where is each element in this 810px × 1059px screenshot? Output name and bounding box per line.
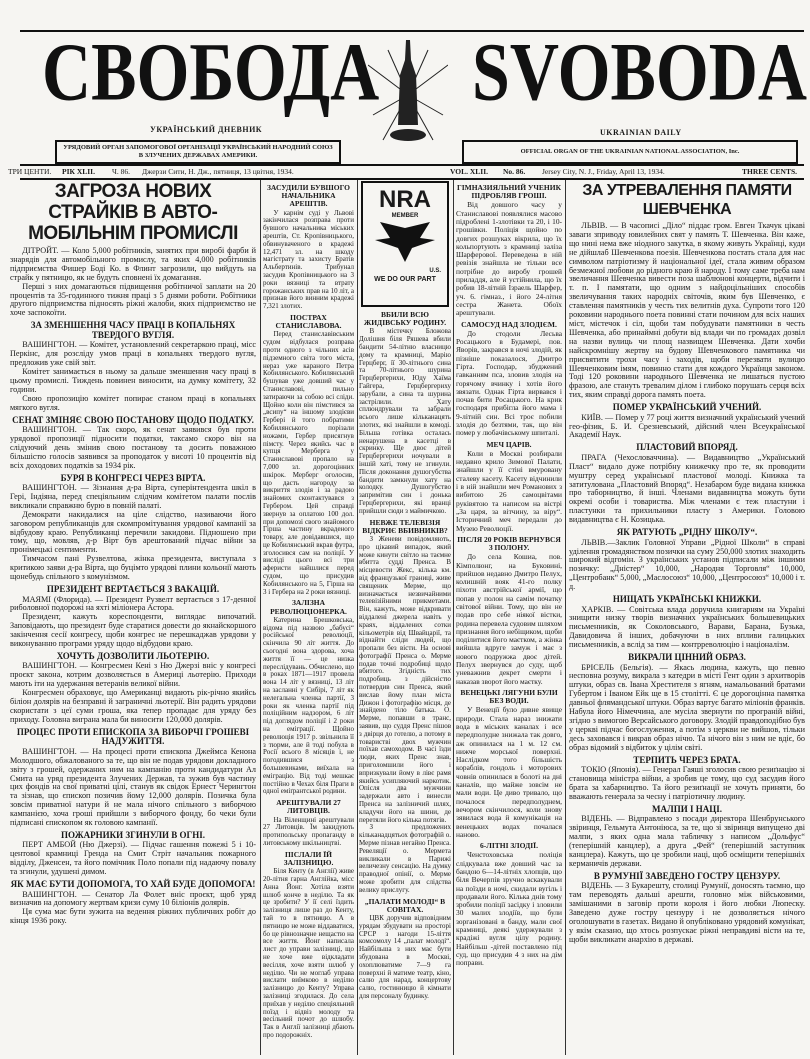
column-divider (565, 180, 566, 1055)
headline: В РУМУНІЇ ЗАВЕДЕНО ГОСТРУ ЦЕНЗУРУ. (593, 870, 781, 881)
article-text: До стодоли Лесьва Росацького в Будамері, пов. Яворів, закрався в ночі злодій, як пізніше показалося, Дмитро Гірта. Господар, збуджений гавканням пса, зловив злодія на горячому вчинку і хотів його звязати. Однак Гірта вирвався і почав бити Росацького. На крик господаря прибігла його мама і 9-літній син. Всі троє побили злодія до безтями, так, що він помер у любачівському шпиталі. (456, 328, 562, 438)
headline: САМОСУД НАД ЗЛОДІЄМ. (461, 319, 557, 329)
article-text: У карнім суді у Львові закінчилася розправа проти бувшого начальника міських арештів, Ст. Кропівницького, обвинуваченого в крадежі 12,471 зл. на шкоду магістрату та захисту Братів Альбертинів. Трибунал засудив Кропівницького на 3 роки вязниці та втрату горожанських прав на 10 літ, а признав його винним крадежі 7,321 злотих. (263, 208, 354, 311)
column-5 (569, 181, 805, 945)
column-divider (357, 180, 358, 1055)
article-text: Біля Кенту (в Англії) живе 20-літня гарна Англійка, місс Анна Йонг. Хотіла взяти шлюб конче в неділю. Та як це зробити? У її селі їздить залізниця лише раз до Кенту, тай то в пятницю. А в пятницю не може віддаватися, бо це рівнозначне нещастю на все життя. Йонг написала лист до управи залізниці, що не хоче вже відкладати весілля, хоче взяти шлюб у неділю. Чи не моглаб управа вислати виїмково в неділю залізницю до Кенту? Управа залізниці згодилася. До села приїхав у неділю спеціяльний поїзд і відвіз молоду та весільний почот до шлюбу. Так в Англії залізниці дбають про подорожніх. (263, 867, 354, 1039)
headline: ЗАЛІЗНА РЕВОЛЮЦІОНЕРКА. (270, 598, 347, 616)
headline: СЕНАТ ЗМІНЯЄ СВОЮ ПОСТАНОВУ ЩОДО ПОДАТКУ. (12, 414, 254, 425)
price-en: THREE CENTS. (742, 167, 798, 176)
article-text: ВАШИНГТОН. — Конгресмен Кені з Ню Джерзі вніс у конгресі проєкт закона, котрим дозволяється в Америці льотерію. Приходи мають іти на удержання ветеранів великої війни. (10, 661, 256, 689)
year-uk: РІК XLII. (62, 167, 95, 176)
article-text: ХАРКІВ. — Совітська влада доручила книгарням на Україні знищити низку творів визначних українських большевицьких письменників, як Соколовського, Варави, Барана, Бузька, Давидовича й інших, добачуючи в них впливи галицьких письменників, а вслід за тим — контрреволюцію і націоналізм. (569, 604, 805, 650)
article-text: На Віленщині арештували 27 Литовців. Їм закидують протипольську пропаганду в литовському шкільництві. (263, 815, 354, 847)
article-text: КИЇВ. — Помер у 77 році життя визначний український учений гео-фізик, Б. И. Срезневський, дійсний член Всеукраїнської Академії Наук. (569, 412, 805, 440)
price-uk: ТРИ ЦЕНТИ. (8, 167, 52, 176)
article-text: Коли в Москві розбирали недавно крило Зимової Палати, знайшли у її стіні вмуровану сталеву касету. Касету відчинили і в ній знайшли меч Романових з вибитою 26 самоцвітами руківятою та написом на вістрі „За царя, за вітчину, за віру“. Історичний меч передали до Музею Революції. (456, 448, 562, 533)
article-text: Перші з них домагаються підвищення робітничої заплати на 20 процентів та 35-годинного тижня праці з 5 днями роботи. Робітники другого підприємства підносять ріжні жалоби, яких підприємство не хоче заспокоїти. (10, 281, 256, 318)
article-text: ПРАГА (Чехословаччина). — Видавництво „Український Пласт“ видало дуже потрібну книжечку про те, як проводити муштру серед української пластової молоді. Книжка та затитулована „Пластовий Впоряд“. Незабаром буде видана книжка про таборництво, й інші. Членами видавництва можуть бути окремі особи і товариства. Між членами є теж пластуни і пластунки та прихильники пласту з Америки. Головою видавництва є Н. Козицька. (569, 452, 805, 525)
headline: ВЕНЕЦЬКІ ЛЯГУНИ БУЛИ БЕЗ ВОДИ. (460, 687, 558, 706)
article-text: МАЯМІ (Флорида). — Президент Рузвелт вертається з 17-денної риболовної подорожі на яхті міліонера Астора. (10, 594, 256, 613)
headline: НЕВЖЕ ТЕЛЕВІЗІЯ ВІДКРИЄ ВБИВНИКІВ? (362, 517, 448, 535)
article-text: ВАШИНГТОН. — Так скоро, як сенат заявився був проти урядової пропозиції підносити податки, таксамо скоро він на слідуючий день змінив свою постанову та досить поважною більшістю голосів заявився за проподаток у висоті 10 процентів від всіх доходових податків за 1934 рік. (10, 425, 256, 470)
number-en: No. 86. (503, 167, 526, 176)
article-text: ВІДЕНЬ. — З Букарешту, столиці Румунії, доносять таємно, що там переводять дальші арешти, головно між військовими, замішаними в заговір проти короля і його любки Люпеску. Заведено дуже гостру цензуру і не дозволяється нічого оголошувати в газетах. Видано й опубліковано урядовий комунікат, у якім сказано, що хтось розпускає ріжні неправдиві вісти на те, щоби викликати анархію в державі. (569, 881, 805, 944)
headline: ТЕРПИТЬ ЧЕРЕЗ БРАТА. (633, 754, 741, 765)
headline: ПІСЛЯ 20 РОКІВ ВЕРНУВСЯ З ПОЛОНУ. (457, 534, 561, 552)
headline: ПЛАСТОВИЙ ВПОРЯД. (636, 442, 738, 453)
article-text: ПЕРТ АМБОЙ (Ню Джерзі). — Підчас гашення пожежі 5 і 10-центової крамниці Гренда на Смит Стріт начальник пожарного відділу, Дженсен, та його помічник Поло попали під надаючу повалу та згинули, удушені димом. (10, 840, 256, 877)
headline: ПРЕЗИДЕНТ ВЕРТАЄТЬСЯ З ВАКАЦІЙ. (46, 584, 220, 594)
masthead-subtitle-uk: УКРАЇНСЬКИЙ ДНЕВНИК (150, 125, 263, 134)
article-text: Від довшого часу у Станиславові появлялися масово підроблені 1-злотівки та 20, і 10-грошівки. Поліція щойно по довгих розшуках вікрила, що їх кольпортують з крамниці заліза Шарферової. Переведена в ній ревізія знайшла не тільки все потрібне до виробу грошей приладдя, але й устійнила, що їх робив 18-літній Ізраель Шарфер, уч. 6. гімназ., і його 24-літня сестра Жанета. Обоїх арештували. (456, 200, 562, 318)
nra-us-text: U.S. (429, 267, 441, 274)
headline: „ПАЛАТИ МОЛОДІ“ В СОВІТАХ. (364, 896, 446, 914)
article-text: ЦВК доручив відповідним урядам збудувати на просторі СРСР з нагоди 15-ліття комсомолу 14 „палат молоді“. Найбільша з них має бути збудована в Москві, охоплюватиме 7—9 га поверхні й матиме театр, кіно, салю для нарад, концертову салю, гостинницю й кімнати для персоналу будинку. (359, 914, 451, 1000)
article-text: ВАШИНГТОН. — Зізнання д-ра Вірта, суперінтендента шкіл в Гері, Індіяна, перед спеціяльним слідчим комітетом палати послів викликали справжню бурю в повній палаті. (10, 483, 256, 510)
column-1 (10, 181, 256, 926)
headline: ПОЖАРНИКИ ЗГИНУЛИ В ОГНІ. (60, 829, 206, 840)
date-en: Jersey City, N. J., Friday, April 13, 1934. (542, 167, 665, 176)
article-text: Демократи накидалися на ціле слідство, називаючи його заговором републиканців для скомпромітування урядової кампанії за відбудову краю. Републиканці перечили закидови. Підношено при тому, що, мовляв, д-р Вірт був арештований підчас війни за пронімецькі сентименти. (10, 509, 256, 555)
article-text: З Женеви повідомляють, про цікавий випадок, який може кинути світло на таємне вбитта судді Пренса. В місцевости Жекс, кілька км. від французької границі, живе священик Мерме, що визначається незвичайними телевізійними прикметами. Він, кажуть, може відкривати віддалені джерела навіть у краях, віддалених сотки кільометрів від Швайцарії, та віднайти сліди людей, що пропали без вісти. На основі фотографії Пренса о. Мерме подав точні подробиці щодо вбитого. Згідність тих подробиць з дійсністю потвердив син Пренса, який вислав йому план міста Дижон і фотографію місця, де знайдено тіло батька. О. Мерме, попавши в транс, заявив, що суддя Пренс пішов з двірця до готелю, а потому в товаристві двох мужчин поїхав самоходом. В часі їзди люди, яких Пренс знав, приголомшили його і впризкували йому в лівє рамя якийсь усипляючий наркотик. Опісля два мужчини задержали авто і винесли Пренса на залізничий шлях, кладучи його на шини, де перетяли його кілька потягів. (359, 534, 451, 824)
headline: МАЛПИ І НАЦІ. (652, 803, 722, 814)
article-text: ЛЬВІВ. — В часописі „Діло“ піддає гром. Евген Ткачук цікаві заваги зприводу ювилейних свят у память Т. Шевченка. Він каже, що нині нема вже ніодного закутка, в якому живуть Українці, куди не дійшлаб Шевченкова поезія. Шевченкова постать стала для нас символом патріотизму й національної ідеї, стала живим образом безмежної любови до рідного краю й народу. І тому саме треба нам звеличання Шевченка вивести поза шаблюнові концерти, відчити і т. п. І памятати, що одним з найдоцільніших способів звеличування таких народніх світочів, яким був Шевченко, є ставлення памятників у честь тих велитнів духа. Супроти того 120 роковини народнього поета повинні стати почином для всіх наших міст, містечок і сіл, щоби там побудувати памятники в честь Шевченка, або принаймні добути від влади чи по громадах дозвіл на назви вулиць чи площ назвищем Шевченка. Дати хочби найскромнішу жертву на будову Шевченкового памятника чи присвятити трохи часу і заходів, щоби перезвати вулицю Шевченковим імям, повинно стати для кождого Українця законом. Тоді 120 роковини народнього Шевченка не лишаться пустою фразою, але стануть тревалим ділом і глибоко порушать серця всіх тих, яким справді дорога память поета. (569, 221, 805, 400)
headline: АРЕШТУВАЛИ 27 ЛИТОВЦІВ. (276, 798, 341, 816)
article-text: Тимчасом пані Рузвелтова, жінка президента, виступала з критикою заяви д-ра Вірта, що буцімто урядові плини кольонії мають щонебудь спільного з комунізмом. (10, 554, 256, 582)
article-text: ВІДЕНЬ. — Відправлено з посади директора Шенбрунського звіринця, Гельмута Антоніюса, за те, що зі звіринця випущено дві малпи, з яких одна мала табличку з написом „Дольфус“ (теперішній канцлер), а друга „Фей“ (теперішній заступник канцлера). Кажуть, що це зробили наці, щоб осміщити теперішніх керманичів держави. (569, 814, 805, 868)
headline: НИЩАТЬ УКРАЇНСЬКІ КНИЖКИ. (612, 594, 762, 605)
headline: ГІМНАЗИЯЛЬНИЙ УЧЕНИК ПІДРОБЛЯВ ГРОШІ. (456, 183, 562, 201)
column-divider (453, 180, 454, 1055)
article-text: Комітет занимається в ньому за дальше зменшення часу праці в цьому промислі. Тиждень повинен виносити, на думку комітету, 32 години. (10, 366, 256, 394)
masthead-subtitle-en: UKRAINIAN DAILY (600, 128, 682, 137)
masthead-title-uk: СВОБОДА (42, 25, 380, 118)
headline: ВИКРАЛИ ЦІННИЙ ОБРАЗ. (628, 652, 746, 663)
headline: ХОЧУТЬ ДОЗВОЛИТИ ЛЬОТЕРІЮ. (56, 650, 210, 661)
article-text: ВАШИНГТОН. — На процесі проти єпископа Джеймса Кенона Молодшого, обжалованого за те, що він не подав урядови докладного звіту з грошей, одержаних ним на кампанію проти кандидатури Ал Смита на уряд президента Злучених Держав, та зужив був частину цих фондів на свої приватні цілі, станув як свідок Ернест Черингтон та зізнав, що єпископ позичив йому 12,000 долярів. Позичка була зовсім приватної натури й не мала нічого спільного з виборчою кампанією, хоча гроші прийшли з виборчого фонду, бо чеки були підписані єпископом як головою кампанії. (10, 746, 256, 828)
article-text: ВАШИНГТОН. — Сенатор Ла Фолет вніс проєкт, щоб уряд визначив на допомогу жертвам кризи суму 10 біліонів долярів. (10, 889, 256, 908)
column-3 (359, 181, 451, 1001)
headline: ЯК РАТУЮТЬ „РІДНУ ШКОЛУ“. (616, 527, 758, 538)
issue-rule-top (20, 164, 804, 166)
headline: ЯК МАЄ БУТИ ДОПОМОГА, ТО ХАЙ БУДЕ ДОПОМОГА! (10, 879, 256, 890)
number-uk: Ч. 86. (112, 167, 130, 176)
issue-rule-bottom (20, 178, 804, 180)
article-text: З предложених кільканадцятьох фотографій о. Мерме пізнав негайно Пренса. Ревеляції о. Мермета викликали в Парижі величезну сенсацію. На думку праводної опінії, о. Мерме може зробити для слідства велику прислугу. (359, 823, 451, 894)
blue-eagle-icon (370, 220, 440, 264)
article-text: В містечку Бложова Долішня біля Ряшева вбили бандити 54-літню власницю дому та крамниці, Марію Герцберг, її 30-літнього сина та 70-літнього шурина Герцбергерихи, Юду Хаїма Гайгера, Герцбергериху зарубали, а сина та шурина застрілили. Хату сплюндрували та забрали всього лише кільканацять злотих, які знайшли в комоді. Більша готівка осталась ненарушена в касетці в скринку. Ще двоє дітей Герцбергерихи ночували в іншій хаті, тому не згинули. Після доконання душогубства бандити замкнули хату на колодку. Душогубство запримітив син і донька Герцбергерихи, які вранці прийшли сюди з маймичкою. (359, 327, 451, 515)
nra-slogan: WE DO OUR PART (374, 275, 436, 283)
date-uk: Джерзи Сити, Н. Дж., пятниця, 13 цвітня, 1934. (142, 167, 294, 176)
column-2 (263, 181, 354, 1040)
headline: ПОСТРАХ СТАНИСЛАВОВА. (275, 312, 342, 331)
article-text: ТОКІО (Японія). — Генерал Гаяші зголосив свою резиґнацію зі становища міністра війни, а зробив це тому, що суд засудив його брата за хабарництво. Та його резиґнації не хочуть приняти, бо вважають генерала за чесну і патріотичну людину. (569, 765, 805, 801)
headline: ВБИЛИ ВСЮ ЖИДІВСЬКУ РОДИНУ. (363, 310, 447, 328)
headline: БУРЯ В КОНГРЕСІ ЧЕРЕЗ ВІРТА. (60, 472, 206, 483)
nra-emblem (361, 181, 449, 307)
headline: ЗА ЗМЕНШЕННЯ ЧАСУ ПРАЦІ В КОПАЛЬНЯХ ТВЕРДОГО ВУГЛЯ. (30, 320, 236, 340)
article-text: До села Кошиа, пов. Кімполюнг, на Буковині, прийшов недавно Дмитро Пелух, колишній вояк 41-го полку піхоти австрійської армії, що попав у полон на самім початку світової війни. Тому, що він не подав про себе ніякої вістки, родина перевела судовим шляхом признання його небіщиком, щоби поділитися його маєтком, а жінка вийшла вдруге замуж і має з нового подружжа двоє дітей. Пелух звернувся до суду, щоб уневажнив декрет смерти і наказав зворот його маєтку. (456, 552, 562, 686)
article-text: Конгресмен обраховує, що Американці видають рік-річно якийсь біліон долярів на безправні й заграничні льотерії. Він радить урядови скористати з цеї суми гроша, яка тепер пропадає для уряду без приходу. Головна виграна мала би виносити 120,000 долярів. (10, 688, 256, 724)
article-text: ЛЬВІВ.—Заклик Головної Управи „Рідної Школи“ в справі уділення громадянством позички на суму 250,000 злотих знаходить широкий відгомін. З українських установ підписали між іншими позичку: „Дністер“ 10,000, „Народня Торговля“ 10,000, „Центробанк“ 5,000, „Маслосоюз“ 10,000, „Центросоюз“ 10,000 і т. д. (569, 537, 806, 592)
nra-member-text: MEMBER (391, 213, 419, 219)
headline: ПІСЛАЛИ ЇЙ ЗАЛІЗНИЦЮ. (283, 849, 334, 867)
masthead-title-en: SVOBODA (472, 25, 807, 118)
article-text: Свою пропозицію комітет попирає станом праці в копальнях мягкого вугля. (10, 393, 256, 412)
lead-headline: ЗАГРОЗА НОВИХ СТРАЙКІВ В АВТОМОБІЛЬНІМ ПРОМИСЛІ (28, 181, 238, 244)
headline: ЗАСУДИЛИ БУВШОГО НАЧАЛЬНИКА АРЕШТІВ. (266, 183, 351, 209)
official-organ-uk: УРЯДОВИЙ ОРГАН ЗАПОМОГОВОЇ ОРГАНІЗАЦІЇ УКРАЇНСЬКИЙ НАРОДНИЙ СОЮЗ В ЗЛУЧЕНИХ ДЕРЖАВАХ АМЕРИКИ. (55, 140, 341, 164)
article-text: ВАШИНГТОН. — Комітет, установлений секретаркою праці, місс Перкінс, для розсліду умов праці в копальнях твердого вугля, предложив уже свій звіт. (10, 340, 256, 368)
article-text: Перед станиславівським судом відбулася розправа проти одного з чільних асів підземного світа того міста, нераз уже караного Петра Кобилянського. Кобилянський бушував уже довший час у Станиславові, пильно затираючи за собою всі сліди. Щойно коли він пімстився за „всипу“ на іншому злодієви Гербері й того побратими Кобилянського порізали ножами, Гербер присягнув пімсту. Через якийсь час в купця Мерберга у Станиславові пропало на 7,000 зл. дорогоцінних шкірок. Мерберг оголосив, що дасть нагороду за викриття злодія і за радою знайомих сконтактувався з Гербером. Цей справді звернув за оплатою 100 дол. при допомозі свого знайомого Гірша частину вкраденого товару, але довідавшися, що це Кобилянський вкрав футра, зголосився сам на поліції. У висліді цього всі три аферисти найшлися перед судом, що присудив Кобилянського на 5, Гірша на 3 і Гербера на 2 роки вязниці. (263, 330, 354, 596)
article-text: Катерина Брешковська, відома під назвою „бабусі“ російської революції, скінчила 90 літ життя. До сьогодні вона здорова, хоча життя її — це низка переслідувань. Обчислено, що в роках 1871—1917 провела вона 14 літ у вязниці, 13 літ на засланні у Сибірі, 7 літ як нелегальна членка партії, 3 роки як членка партії під поліційним надзором, 6 літ під доглядом поліції і 2 роки на еміграції. Щойно революція 1917 р. звільнила її з тюрми, але й тоді побула в Росії всього 8 місяців і, не погодившися з большевиками, виїхала на еміграцію. Від тоді мешкає постійно в Чехах біля Праги в одної еміґрантської родини. (263, 615, 354, 796)
headline: 6-ЛІТНІ ЗЛОДІЇ. (480, 841, 538, 851)
headline: ПРОЦЕС ПРОТИ ЕПИСКОПА ЗА ВИБОРЧІ ГРОШЕВІ НАДУЖИТТЯ. (16, 726, 250, 747)
headline: ПОМЕР УКРАЇНСЬКИЙ УЧЕНИЙ. (612, 402, 762, 413)
column-divider (260, 180, 261, 1055)
article-text: ДІТРОЙТ. — Коло 5,000 робітників, занятих при виробі фарби й знарядів для автомобільного промислу, та яких 4,000 робітників підприємства Фишер Боді Ко. в Флинт загрозили, що вийдуть на страйк у пятницю, як не будуть сповнені їх домагання. (10, 246, 256, 282)
official-organ-en: OFFICIAL ORGAN OF THE UKRAINIAN NATIONAL ASSOCIATION, Inc. (462, 140, 798, 164)
statue-of-liberty-emblem (368, 35, 448, 150)
article-text: Президент, кажуть кореспонденти, виглядає випочатий. Заповідають, що президент буде старатися довести до якнайскоршого закінчення сесії конгресу, щоби конгрес не перешкаджав урядови у виконуванню програми уряду щодо відбудови краю. (10, 612, 256, 649)
lead-headline: ЗА УТРЕВАЛЕННЯ ПАМЯТИ ШЕВЧЕНКА (582, 182, 792, 218)
article-text: Ця сума має бути зужита на ведення ріжних публичних робіт до кінця 1936 року. (10, 907, 256, 926)
article-text: Ченстоховська поліція слідкувала вже довший час за бандою 6—14-літніх хлопців, що біля Вечерпів зручно вскакували на поїзди в ночі, скидали вугіль і продавали його. Кілька днів тому зробили поліції засідку і зловили 30 малих злодіїв, що були зорганізовані в банду, мали свої крамниці, деякі удержували з крадіжі вугля цілу родину. Найбільш -дітей поставлено під суд, що присудив 4 з них на дім поправи. (456, 850, 562, 968)
column-4 (456, 181, 562, 967)
headline: МЕЧ ЦАРІВ. (486, 439, 532, 449)
article-text: У Венеції було дивне явище природи. Стала нараз знижати вода в міських каналах і все передполудне знижала так довго, аж опинилася на 1 м. 12 см. нижче морської поверхні. Наслідком того більшість кораблів, гондоль і моторових човнів опинилася в болоті на дні каналів, що майже зовсім не мали води. Це диво тривало, що почалося передполуднем, вечором скінчилося, коли знову зявилася вода й комунікація на венецьких водах почалася наново. (456, 705, 562, 839)
article-text: БРІСЕЛЬ (Бельгія). — Якась людина, кажуть, що певно несповна розуму, викрала з катедри в місті Гент один з архитворів штуки, образ св. Івана Хрестителя з ягням, намальований братами Губертом і Іваном Ейк ще в 15 столітті. Є це дорогоцінна памятка давньої флямандської штуки. Образ вартує багато міліонів франків. Набула його Німеччина, але мусіла звернути по програній війні, згідно з вимогою Версайського договору. Злодій правдоподібно був у церкві підчас богослуження, а потім з церкви не вийшов, тільки десь заховався і викрав образ нічю. Та нічого він з ним не вдіє, бо образ відомий з відбиток у цілім світі. (569, 662, 805, 752)
volume-en: VOL. XLII. (450, 167, 488, 176)
nra-logo-text: NRA (379, 186, 431, 213)
